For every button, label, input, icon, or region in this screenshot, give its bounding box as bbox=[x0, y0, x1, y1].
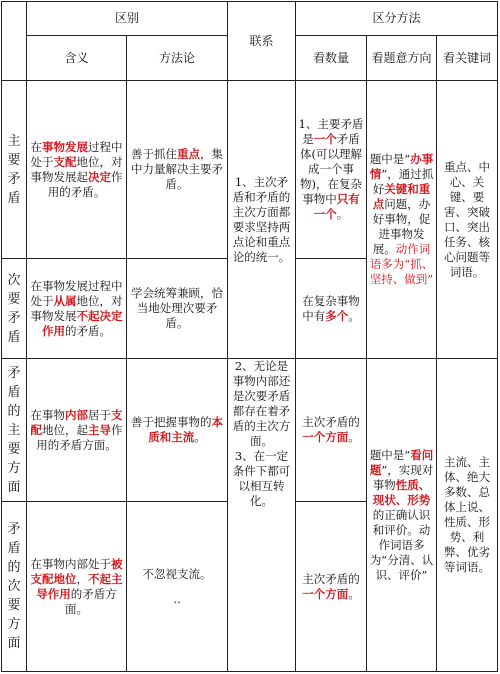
quantity-principal-contradiction: 1、主要矛盾是一个矛盾体(可以理解成一个事物)，在复杂事物中只有一个。 bbox=[296, 81, 367, 259]
meaning-secondary-aspect: 在事物内部处于被支配地位，不起主导作用的矛盾方面。 bbox=[27, 502, 127, 672]
connection-point-1: 1、主次矛盾和矛盾的主次方面都要求坚持两点论和重点论的统一。 bbox=[232, 174, 291, 264]
corner-cell bbox=[2, 2, 27, 81]
quantity-secondary-aspect: 主次矛盾的一个方面。 bbox=[296, 502, 367, 672]
meaning-secondary-contradiction: 在事物发展过程中处于从属地位，对事物发展不起决定作用的矛盾。 bbox=[27, 259, 127, 359]
connection-upper bbox=[228, 81, 296, 359]
keywords-mainstream: 主流、主体、绝大多数、总体上说、性质、形势、利弊、优劣等词语。 bbox=[437, 359, 498, 672]
connection-lower bbox=[228, 359, 296, 672]
connection-point-2: 2、无论是事物内部还是次要矛盾都存在着矛盾的主次方面。 bbox=[232, 359, 291, 448]
methodology-principal-aspect: 善于把握事物的本质和主流。 bbox=[127, 359, 228, 502]
header-methodology: 方法论 bbox=[127, 36, 228, 81]
intent-see-problems: 题中是“看问题”，实现对事物性质、现状、形势的正确认识和评价。动作词语多为“分清、认识、评价” bbox=[367, 359, 437, 672]
row-label-secondary-aspect: 矛盾的次要方面 bbox=[2, 502, 27, 672]
intent-do-things: 题中是“办事情”，通过抓好关键和重点问题，办好事物，促进事物发展。动作词语多为“抓、坚持、做到” bbox=[367, 81, 437, 359]
row-label-principal-aspect: 矛盾的主要方面 bbox=[2, 359, 27, 502]
header-meaning: 含义 bbox=[27, 36, 127, 81]
meaning-principal-contradiction: 在事物发展过程中处于支配地位，对事物发展起决定作用的矛盾。 bbox=[27, 81, 127, 259]
contradiction-comparison-table bbox=[1, 1, 498, 672]
methodology-secondary-aspect: 不忽视支流。 .. bbox=[127, 502, 228, 672]
connection-point-3: 3、在一定条件下都可以相互转化。 bbox=[232, 449, 291, 508]
methodology-principal-contradiction: 善于抓住重点，集中力量解决主要矛盾。 bbox=[127, 81, 228, 259]
row-label-secondary-contradiction: 次要矛盾 bbox=[2, 259, 27, 359]
header-connection: 联系 bbox=[228, 2, 296, 81]
meaning-principal-aspect: 在事物内部居于支配地位，起主导作用的矛盾方面。 bbox=[27, 359, 127, 502]
header-look-quantity: 看数量 bbox=[296, 36, 367, 81]
header-look-keywords: 看关键词 bbox=[437, 36, 498, 81]
quantity-principal-aspect: 主次矛盾的一个方面。 bbox=[296, 359, 367, 502]
keywords-focus: 重点、中心、关键、要害、突破口、突出任务、核心问题等词语。 bbox=[437, 81, 498, 359]
header-look-intent: 看题意方向 bbox=[367, 36, 437, 81]
quantity-secondary-contradiction: 在复杂事物中有多个。 bbox=[296, 259, 367, 359]
header-method: 区分方法 bbox=[296, 2, 498, 36]
header-distinguish: 区别 bbox=[27, 2, 228, 36]
row-label-principal-contradiction: 主要矛盾 bbox=[2, 81, 27, 259]
methodology-secondary-contradiction: 学会统筹兼顾，恰当地处理次要矛盾。 bbox=[127, 259, 228, 359]
